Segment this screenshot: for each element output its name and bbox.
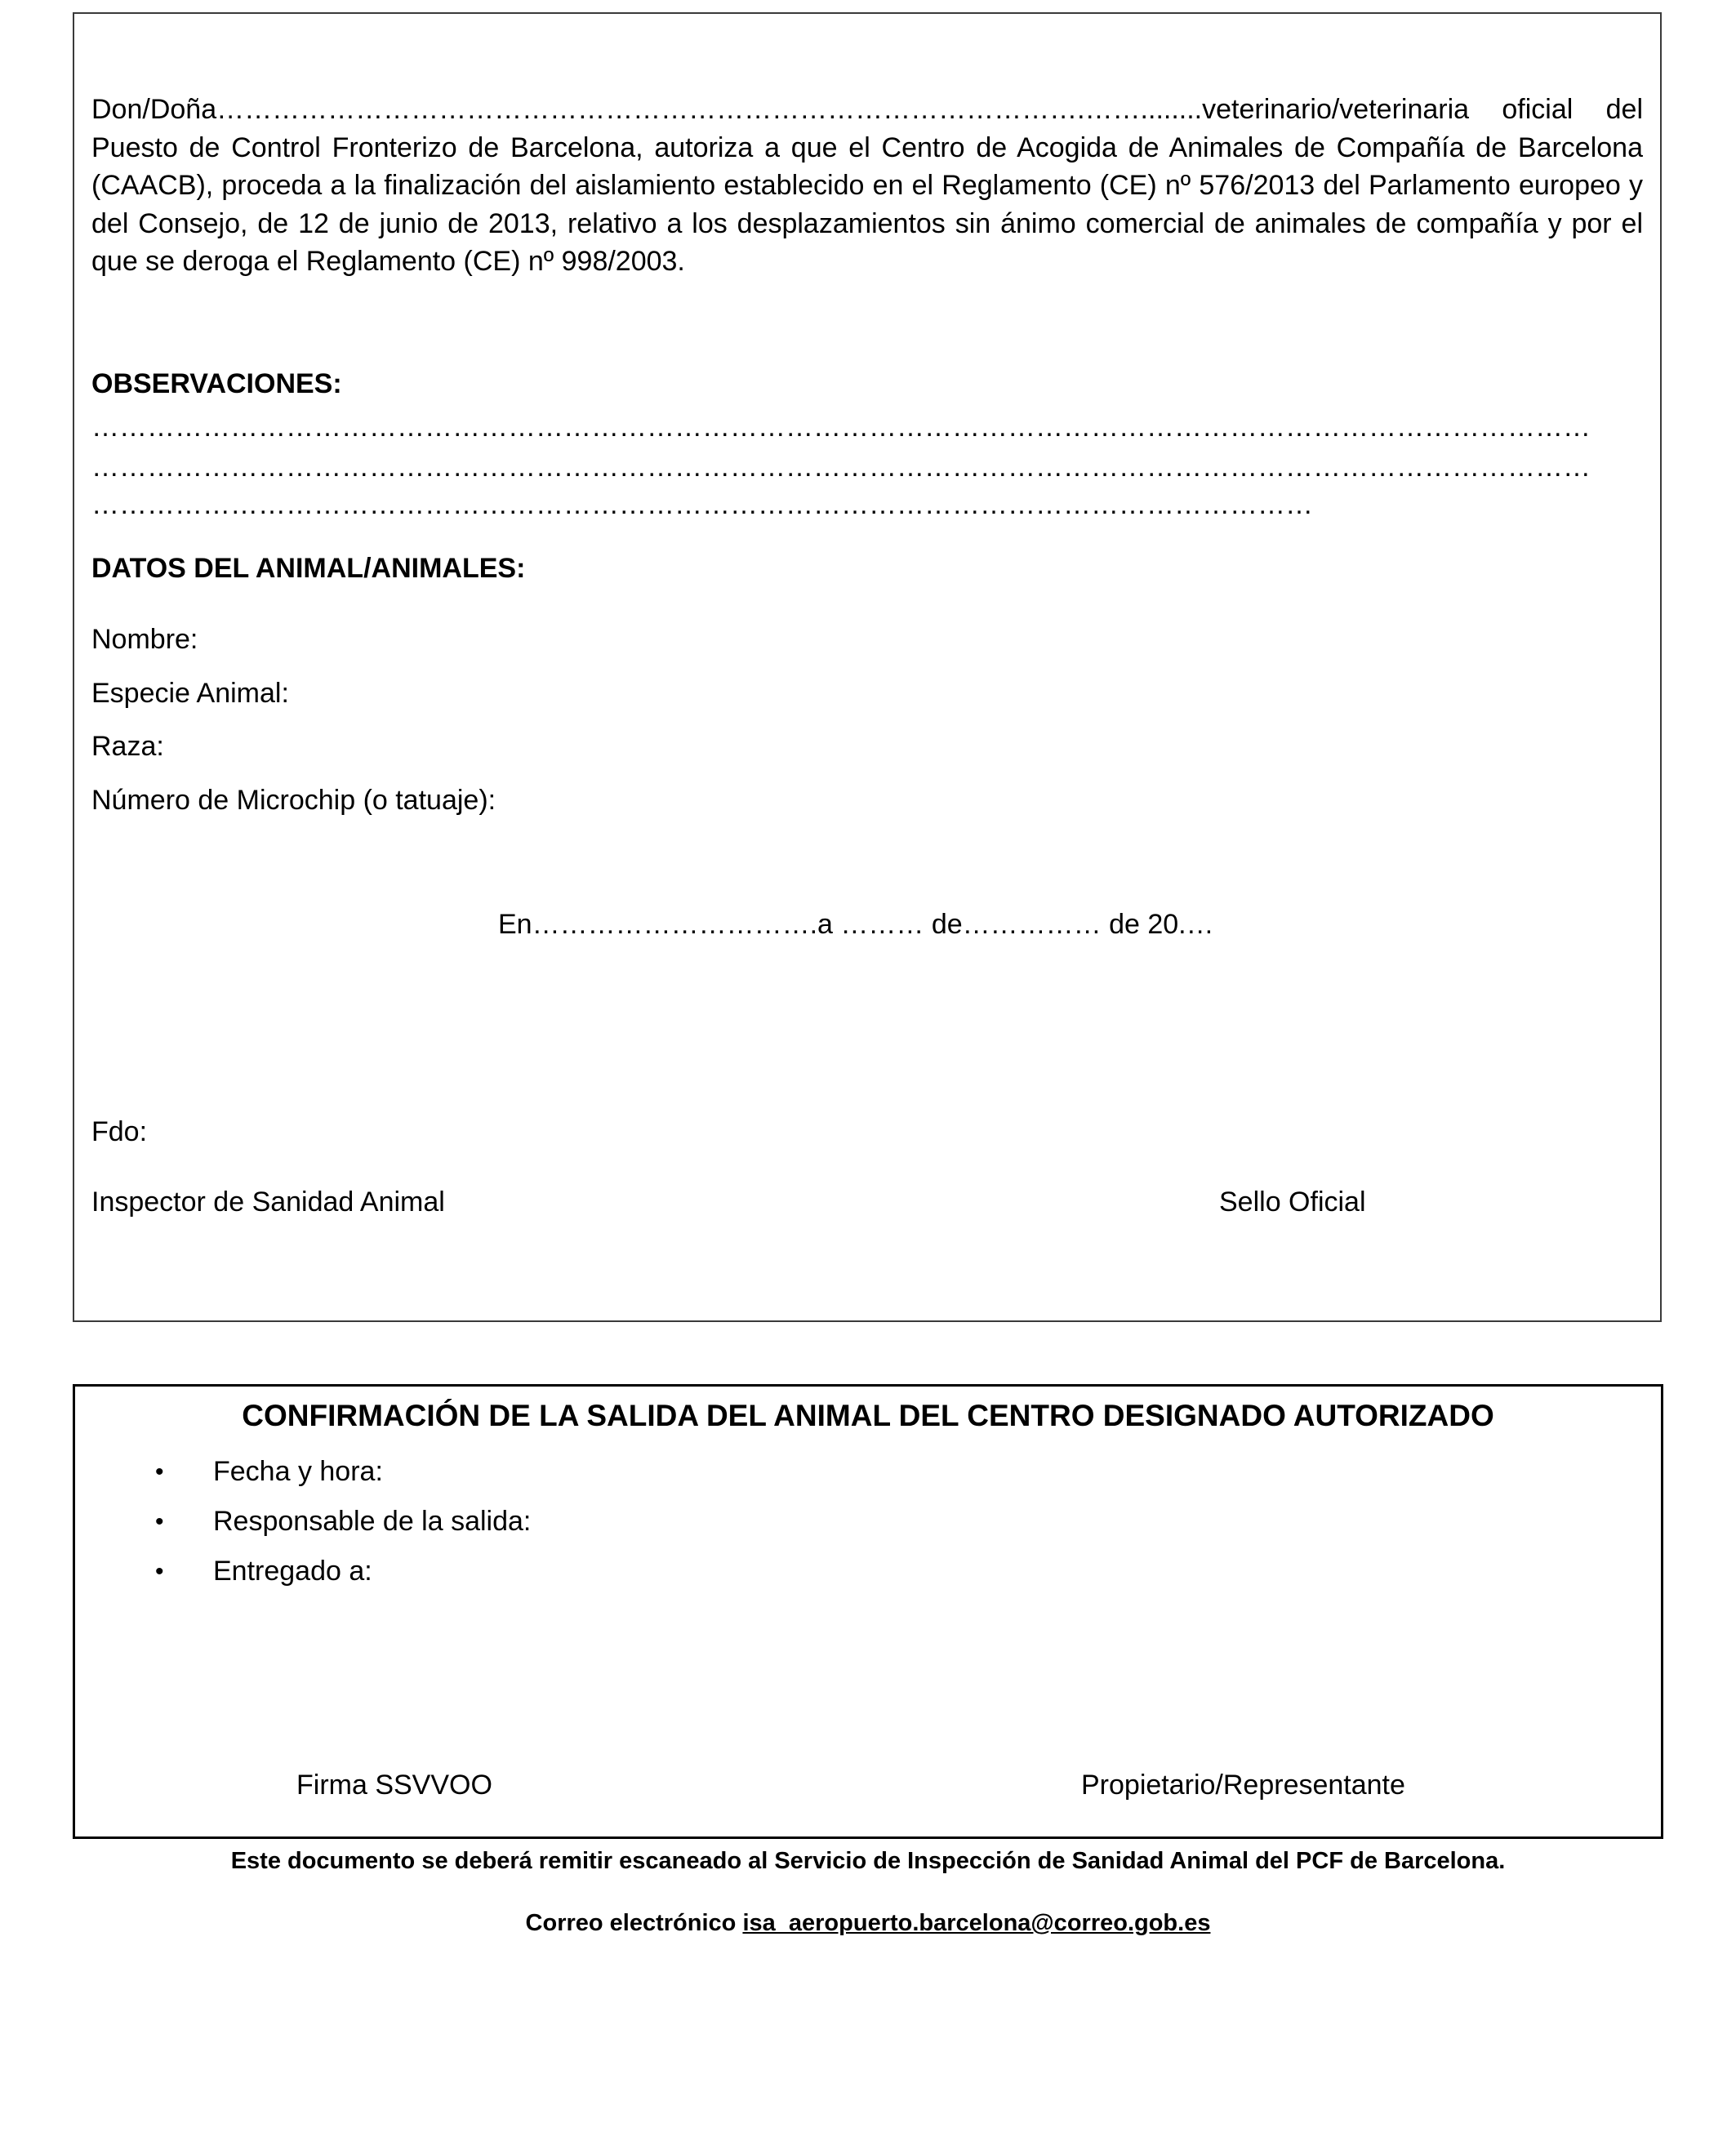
fdo-label: Fdo: bbox=[91, 1116, 148, 1147]
email-label: Correo electrónico bbox=[525, 1910, 737, 1936]
owner-representative-label: Propietario/Representante bbox=[1081, 1770, 1405, 1801]
exit-responsible-label: Responsable de la salida: bbox=[213, 1506, 532, 1537]
delivered-to-label: Entregado a: bbox=[213, 1556, 372, 1587]
official-seal-label: Sello Oficial bbox=[1219, 1186, 1366, 1218]
microchip-label: Número de Microchip (o tatuaje): bbox=[91, 785, 496, 816]
bullet-dot: • bbox=[155, 1508, 164, 1535]
observations-line-3: …………………………………………………………………………………………………………………… bbox=[91, 489, 1313, 520]
bullet-dot: • bbox=[155, 1558, 164, 1585]
confirmation-title: CONFIRMACIÓN DE LA SALIDA DEL ANIMAL DEL CENTRO DESIGNADO AUTORIZADO bbox=[242, 1399, 1494, 1432]
footer-note: Este documento se deberá remitir escaneado al Servicio de Inspección de Sanidad Animal del PCF de Barcelona. bbox=[230, 1848, 1506, 1874]
bullet-dot: • bbox=[155, 1458, 164, 1485]
observations-line-2: ……………………………………………………………………………………………………………………………………………… bbox=[91, 452, 1591, 483]
animal-species-label: Especie Animal: bbox=[91, 678, 289, 709]
exit-date-time-label: Fecha y hora: bbox=[213, 1456, 383, 1487]
authorization-paragraph: Don/Doña………………………………………………………………………………….……........veterinario/veterinaria oficial del Puesto de Control Fronterizo de Barcelona, autoriza a que el Centro de Acogida de Animales de Compañía de Barcelona (CAACB), proceda a la finalización del aislamiento establecido en el Reglamento (CE) nº 576/2013 del Parlamento europeo y del Consejo, de 12 de junio de 2013, relativo a los desplazamientos sin ánimo comercial de animales de compañía y por el que se deroga el Reglamento (CE) nº 998/2003. bbox=[91, 94, 1643, 277]
observations-line-1: ……………………………………………………………………………………………………………………………………………… bbox=[91, 412, 1591, 443]
email-link[interactable]: isa_aeropuerto.barcelona@correo.gob.es bbox=[742, 1910, 1211, 1936]
observations-heading: OBSERVACIONES: bbox=[91, 368, 342, 399]
ssvvoo-signature-label: Firma SSVVOO bbox=[296, 1770, 492, 1801]
footer-email-line bbox=[0, 1907, 1736, 1939]
inspector-label: Inspector de Sanidad Animal bbox=[91, 1186, 445, 1218]
animal-data-heading: DATOS DEL ANIMAL/ANIMALES: bbox=[91, 553, 526, 584]
animal-breed-label: Raza: bbox=[91, 731, 164, 762]
place-date-line: En………………………….a ……… de…………… de 20.… bbox=[498, 909, 1214, 940]
animal-name-label: Nombre: bbox=[91, 624, 198, 655]
